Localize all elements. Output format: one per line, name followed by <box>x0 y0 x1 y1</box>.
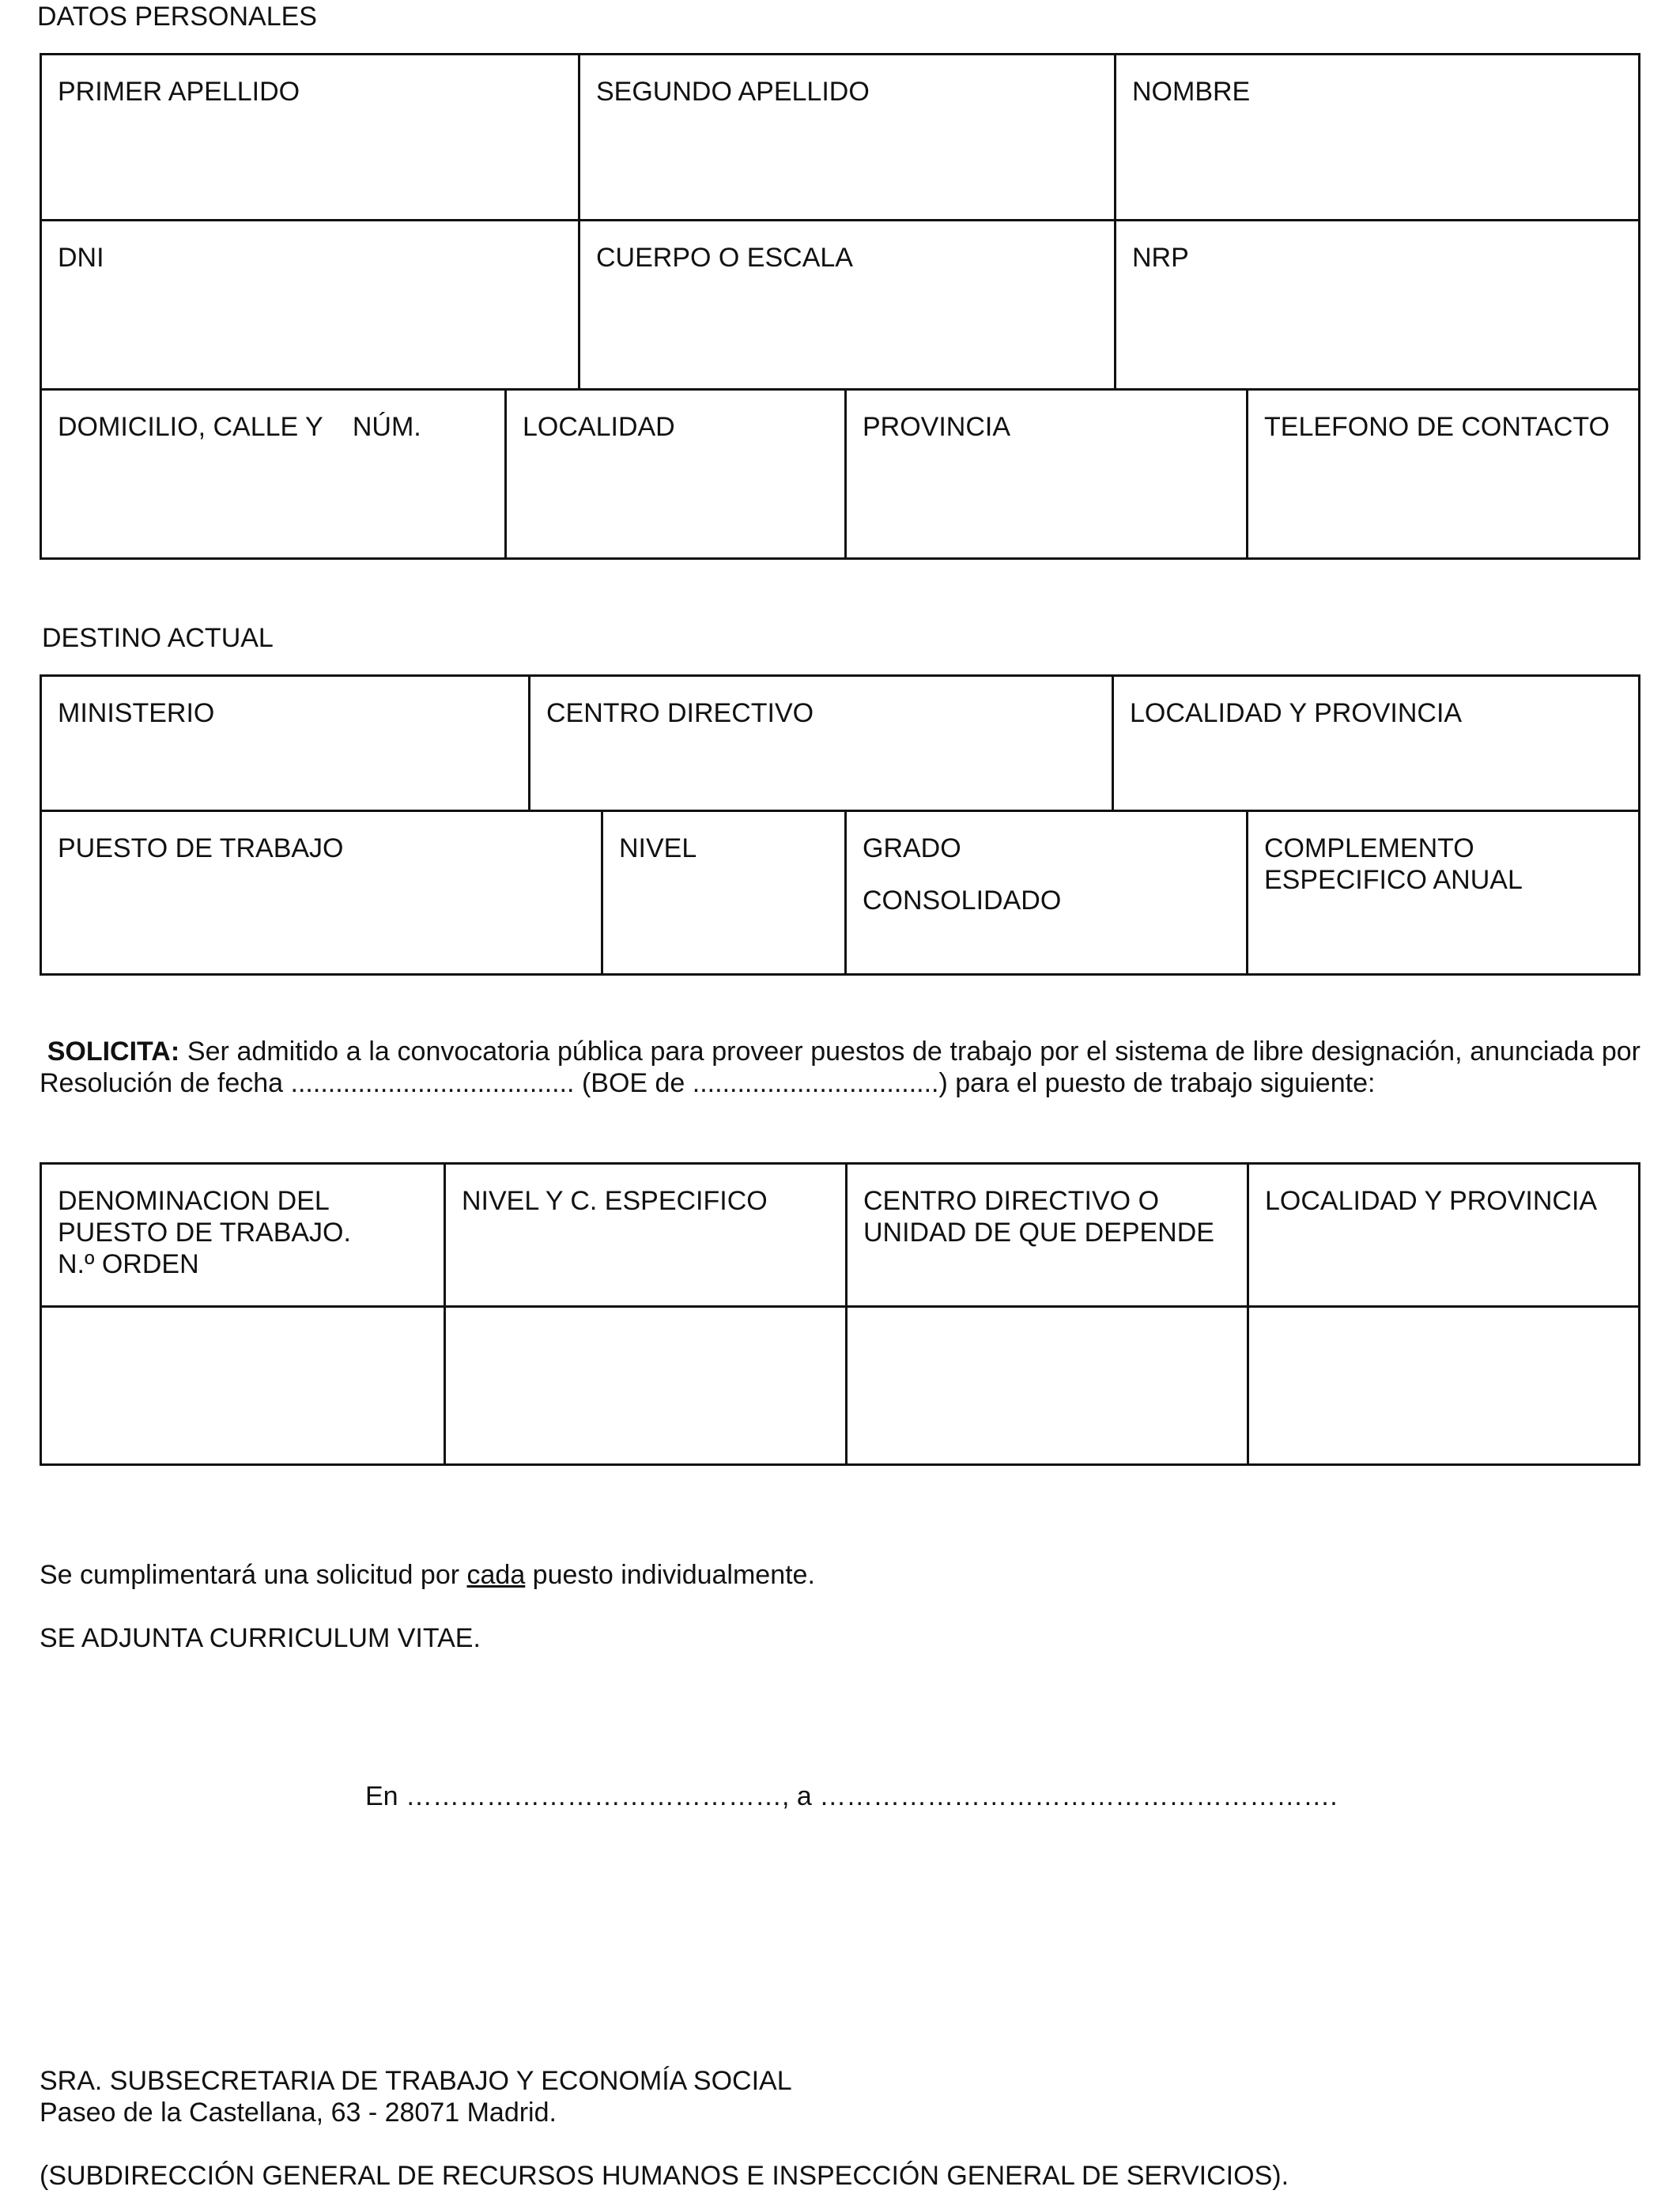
header-label-line-1: DENOMINACION DEL <box>58 1186 330 1216</box>
section-label-destino-actual: DESTINO ACTUAL <box>42 623 274 653</box>
field-label: PROVINCIA <box>863 412 1011 442</box>
field-cuerpo-escala[interactable] <box>578 221 1114 388</box>
field-ministerio[interactable] <box>42 677 528 810</box>
entry-centro-directivo[interactable] <box>845 1308 1247 1463</box>
section-label-datos-personales: DATOS PERSONALES <box>37 2 317 32</box>
field-domicilio[interactable] <box>42 391 504 557</box>
field-label: LOCALIDAD <box>523 412 675 442</box>
entry-localidad-provincia[interactable] <box>1247 1308 1638 1463</box>
field-label: DNI <box>58 243 104 273</box>
field-label: PRIMER APELLIDO <box>58 77 300 107</box>
puesto-header-row <box>42 1165 1638 1305</box>
field-primer-apellido[interactable] <box>42 55 578 219</box>
header-nivel-c-especifico <box>444 1165 845 1305</box>
field-label: MINISTERIO <box>58 698 215 728</box>
field-grado-consolidado[interactable] <box>844 812 1246 973</box>
personal-row-2 <box>42 219 1638 388</box>
header-localidad-provincia <box>1247 1165 1638 1305</box>
header-label-line-1: CENTRO DIRECTIVO O <box>863 1186 1160 1216</box>
solicita-text: Ser admitido a la convocatoria pública para proveer puestos de trabajo por el sistema de libre designación, anunciada por Resolución de fecha ...................................... (BOE de .................................) para el puesto de trabajo siguiente: <box>40 1037 1640 1098</box>
header-denominacion <box>42 1165 444 1305</box>
header-label-line-2: PUESTO DE TRABAJO. <box>58 1218 351 1248</box>
addressee-line-3: (SUBDIRECCIÓN GENERAL DE RECURSOS HUMANOS E INSPECCIÓN GENERAL DE SERVICIOS). <box>40 2161 1289 2191</box>
note-una-solicitud <box>40 1559 1640 1591</box>
field-label-line-2: ESPECIFICO ANUAL <box>1264 865 1523 895</box>
field-label: TELEFONO DE CONTACTO <box>1264 412 1610 442</box>
field-label: CUERPO O ESCALA <box>596 243 853 273</box>
header-label-line-2: UNIDAD DE QUE DEPENDE <box>863 1218 1214 1248</box>
header-label-line-3: N.º ORDEN <box>58 1249 199 1279</box>
field-label: SEGUNDO APELLIDO <box>596 77 870 107</box>
field-label: NIVEL <box>619 833 697 863</box>
field-label-line-2: CONSOLIDADO <box>863 886 1062 916</box>
puesto-solicitado-table <box>40 1162 1640 1466</box>
field-label: NOMBRE <box>1132 77 1251 107</box>
destino-row-2 <box>42 810 1638 973</box>
field-dni[interactable] <box>42 221 578 388</box>
field-label-line-1: GRADO <box>863 833 961 863</box>
entry-denominacion[interactable] <box>42 1308 444 1463</box>
field-puesto-trabajo[interactable] <box>42 812 601 973</box>
solicita-label: SOLICITA: <box>47 1037 180 1067</box>
field-localidad-provincia[interactable] <box>1112 677 1638 810</box>
destino-row-1 <box>42 677 1638 810</box>
field-nombre[interactable] <box>1114 55 1638 219</box>
personal-row-1 <box>42 55 1638 219</box>
entry-nivel-c-especifico[interactable] <box>444 1308 845 1463</box>
note-text-underlined: cada <box>466 1560 526 1590</box>
field-label: LOCALIDAD Y PROVINCIA <box>1130 698 1463 728</box>
field-label: PUESTO DE TRABAJO <box>58 833 344 863</box>
field-complemento-especifico[interactable] <box>1246 812 1638 973</box>
personal-data-table <box>40 53 1640 560</box>
note-adjunta-cv: SE ADJUNTA CURRICULUM VITAE. <box>40 1623 481 1653</box>
field-label-line-1: COMPLEMENTO <box>1264 833 1474 863</box>
addressee-line-2: Paseo de la Castellana, 63 - 28071 Madrid. <box>40 2098 557 2128</box>
field-localidad[interactable] <box>504 391 844 557</box>
field-nivel[interactable] <box>601 812 844 973</box>
header-label: LOCALIDAD Y PROVINCIA <box>1265 1186 1598 1216</box>
personal-row-3 <box>42 388 1638 557</box>
note-text-post: puesto individualmente. <box>525 1560 815 1590</box>
field-segundo-apellido[interactable] <box>578 55 1114 219</box>
addressee-line-1: SRA. SUBSECRETARIA DE TRABAJO Y ECONOMÍA SOCIAL <box>40 2066 792 2096</box>
field-centro-directivo[interactable] <box>528 677 1112 810</box>
field-telefono[interactable] <box>1246 391 1638 557</box>
place-date-line[interactable]: En ……………………………………, a …………………………………………………. <box>365 1781 1338 1811</box>
destino-table <box>40 674 1640 976</box>
header-label: NIVEL Y C. ESPECIFICO <box>462 1186 768 1216</box>
header-centro-directivo <box>845 1165 1247 1305</box>
puesto-entry-row <box>42 1305 1638 1463</box>
field-nrp[interactable] <box>1114 221 1638 388</box>
field-label: CENTRO DIRECTIVO <box>546 698 814 728</box>
field-provincia[interactable] <box>844 391 1246 557</box>
field-label: DOMICILIO, CALLE Y NÚM. <box>58 412 421 442</box>
solicita-paragraph <box>40 1036 1640 1099</box>
field-label: NRP <box>1132 243 1189 273</box>
note-text-pre: Se cumplimentará una solicitud por <box>40 1560 467 1590</box>
